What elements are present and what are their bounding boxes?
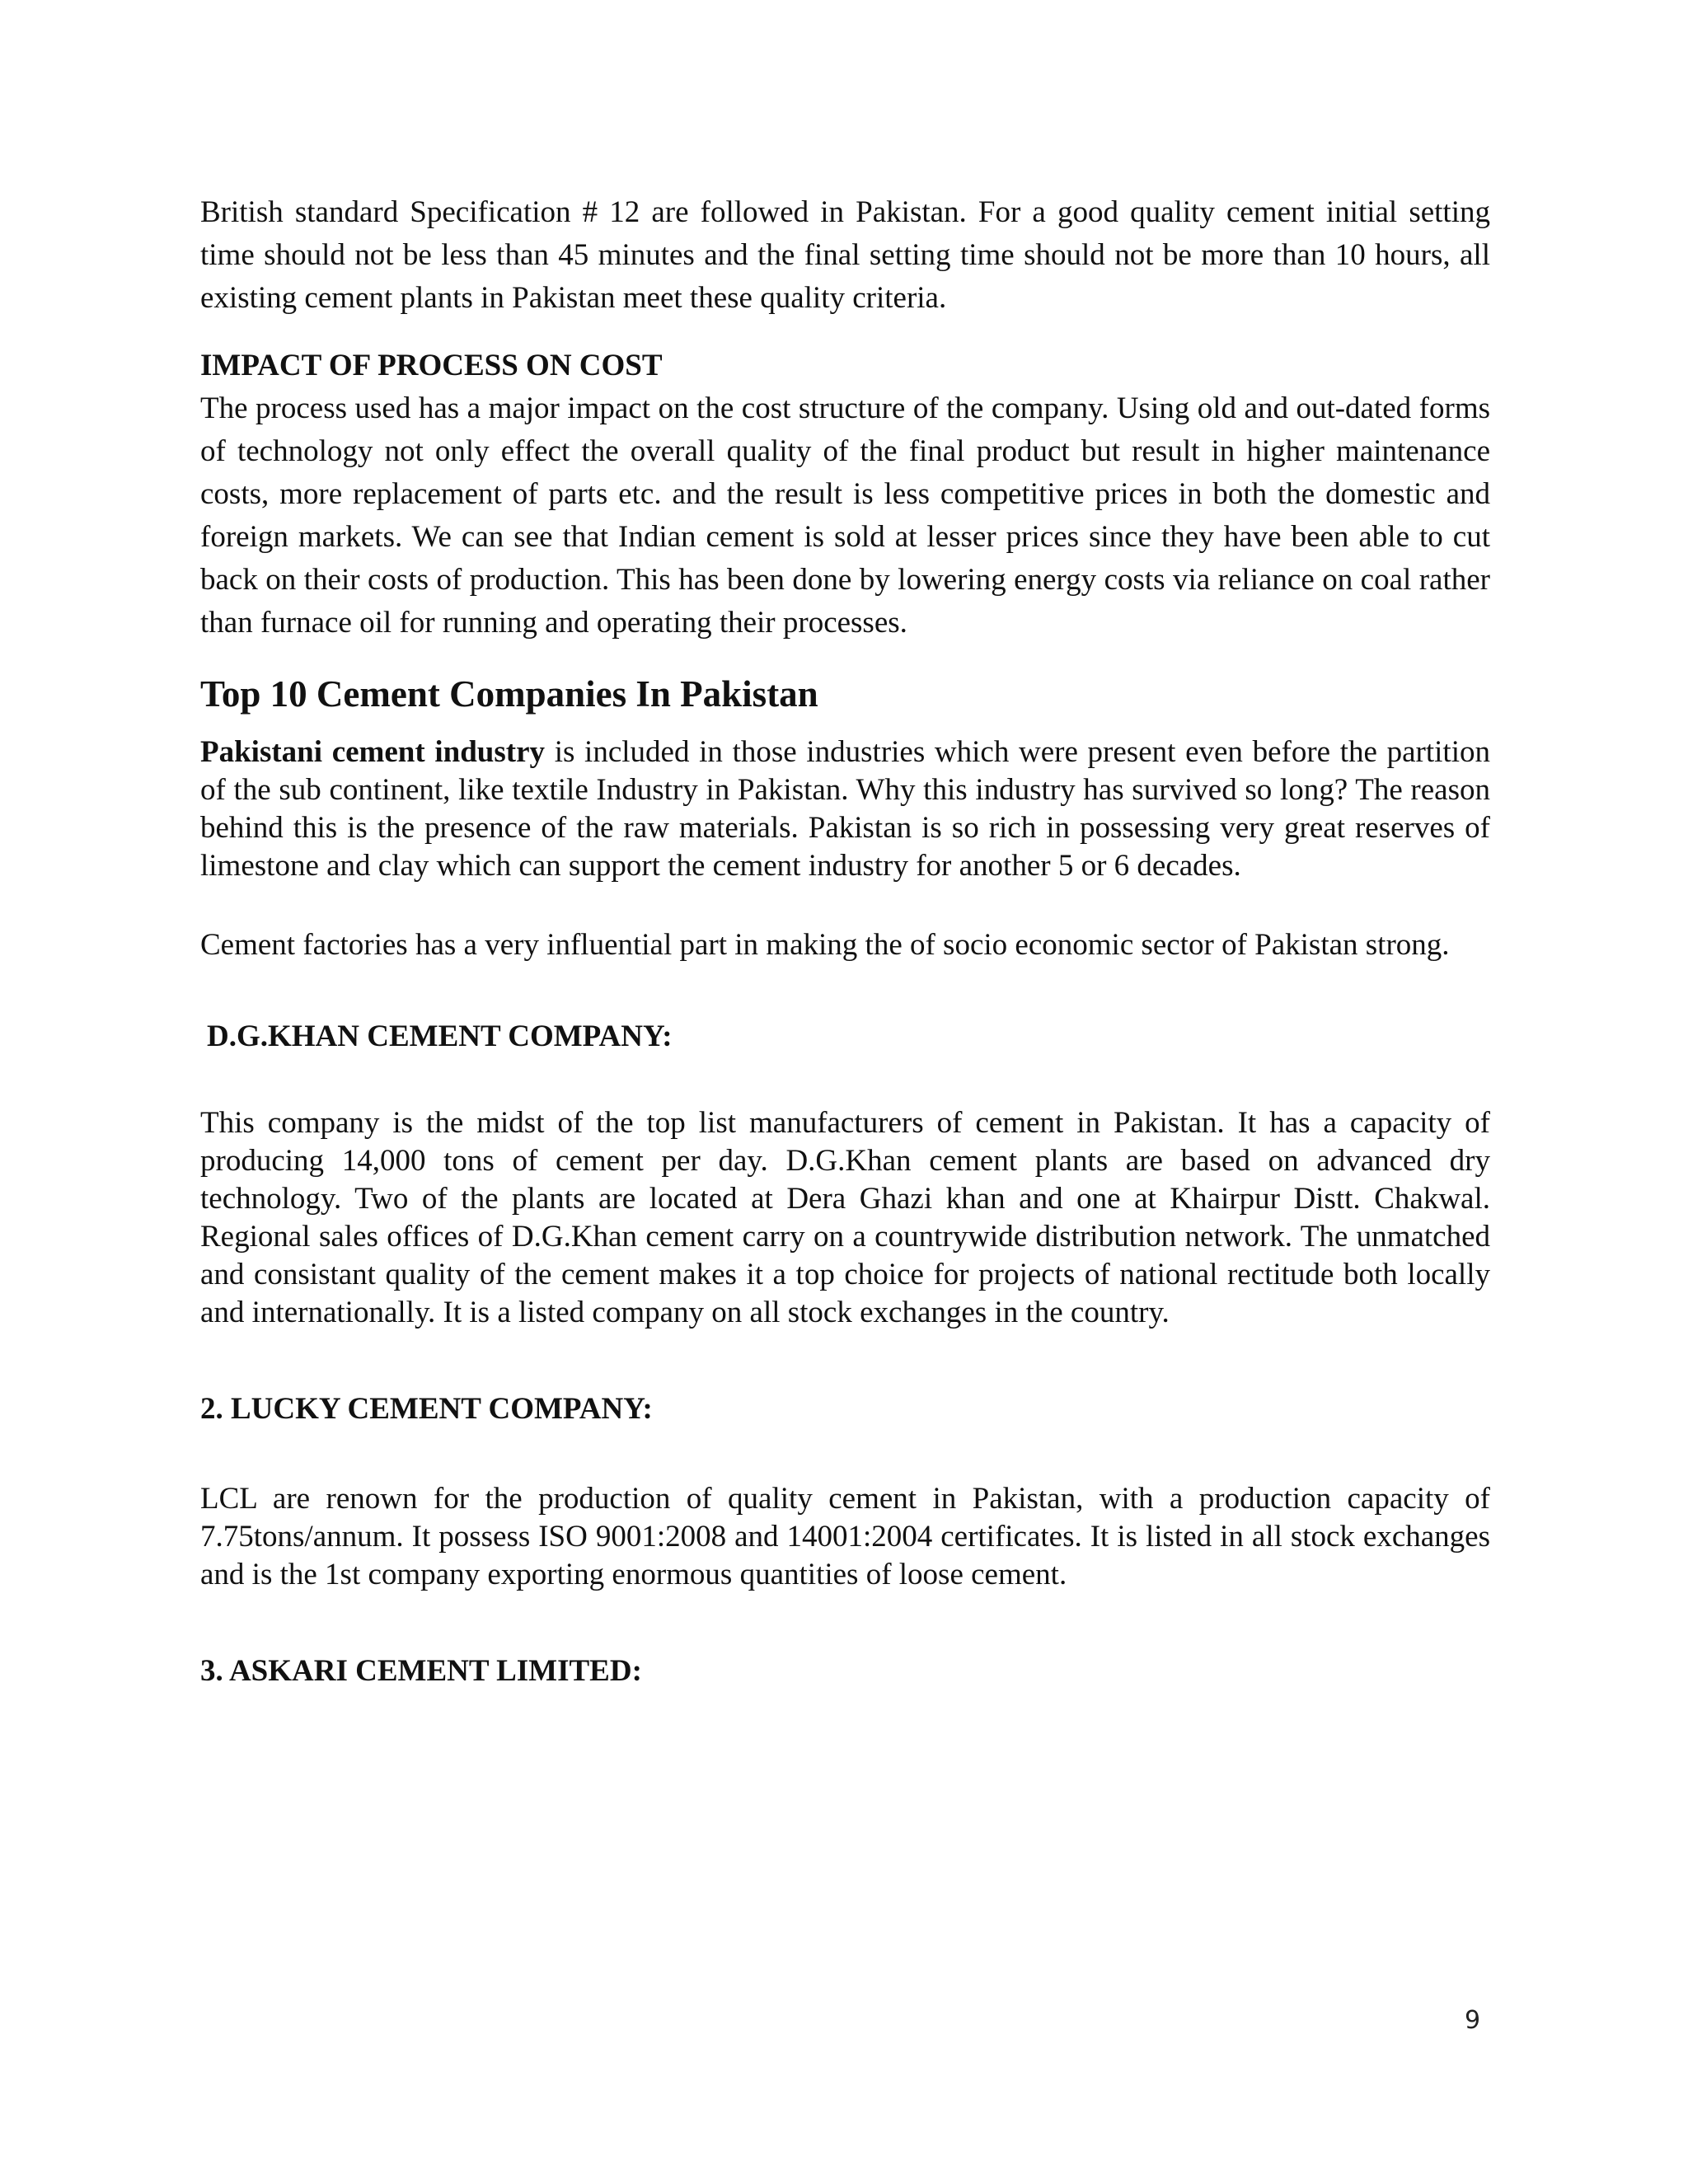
section-heading-top10: Top 10 Cement Companies In Pakistan xyxy=(200,673,818,715)
industry-paragraph-text: is included in those industries which were present even before the partition of the sub continent, like textile Industry in Pakistan. Why this industry has survived so long? The reason behind this is the presence of the raw materials. Pakistan is so rich in possessing very great reserves of limestone and clay which can support the cement industry for another 5 or 6 decades. xyxy=(200,735,1490,883)
page-number: 9 xyxy=(1465,2006,1481,2035)
intro-paragraph: British standard Specification # 12 are followed in Pakistan. For a good quality cement initial setting time should not be less than 45 minutes and the final setting time should not be more than 10 hours, all existing cement plants in Pakistan meet these quality criteria. xyxy=(200,195,1490,315)
company-heading-askari: 3. ASKARI CEMENT LIMITED: xyxy=(200,1654,642,1688)
factories-paragraph: Cement factories has a very influential part in making the of socio economic sector of Pakistan strong. xyxy=(200,928,1450,962)
company-heading-lucky: 2. LUCKY CEMENT COMPANY: xyxy=(200,1392,653,1426)
industry-paragraph xyxy=(200,733,1490,885)
page-body xyxy=(200,191,1490,1693)
company-paragraph-dg-khan: This company is the midst of the top list manufacturers of cement in Pakistan. It has a capacity of producing 14,000 tons of cement per day. D.G.Khan cement plants are based on advanced dry technology. Two of the plants are located at Dera Ghazi khan and one at Khairpur Distt. Chakwal. Regional sales offices of D.G.Khan cement carry on a countrywide distribution network. The unmatched and consistant quality of the cement makes it a top choice for projects of national rectitude both locally and internationally. It is a listed company on all stock exchanges in the country. xyxy=(200,1106,1490,1329)
company-paragraph-lucky: LCL are renown for the production of quality cement in Pakistan, with a production capacity of 7.75tons/annum. It possess ISO 9001:2008 and 14001:2004 certificates. It is listed in all stock exchanges and is the 1st company exporting enormous quantities of loose cement. xyxy=(200,1482,1490,1591)
company-heading-dg-khan: D.G.KHAN CEMENT COMPANY: xyxy=(207,1019,673,1053)
section-heading-impact: IMPACT OF PROCESS ON COST xyxy=(200,349,663,382)
industry-bold-term: Pakistani cement industry xyxy=(200,735,546,769)
impact-paragraph: The process used has a major impact on the cost structure of the company. Using old and out-dated forms of technology not only effect the overall quality of the final product but result in higher maintenance costs, more replacement of parts etc. and the result is less competitive prices in both the domestic and foreign markets. We can see that Indian cement is sold at lesser prices since they have been able to cut back on their costs of production. This has been done by lowering energy costs via reliance on coal rather than furnace oil for running and operating their processes. xyxy=(200,391,1490,640)
